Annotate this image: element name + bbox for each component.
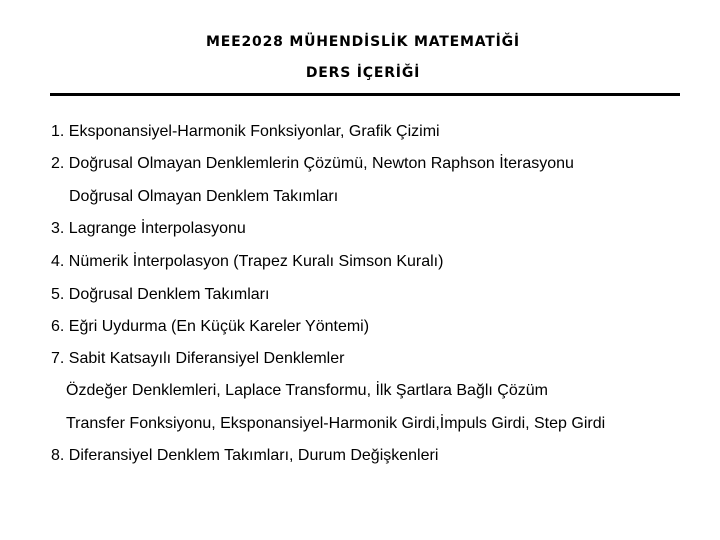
course-title: MEE2028 MÜHENDİSLİK MATEMATİĞİ <box>206 34 520 50</box>
content-line-4: 4. Nümerik İnterpolasyon (Trapez Kuralı Simson Kuralı) <box>51 253 444 270</box>
content-line-7: 7. Sabit Katsayılı Diferansiyel Denklemler <box>51 350 345 367</box>
header-divider <box>50 93 680 96</box>
content-line-2: 2. Doğrusal Olmayan Denklemlerin Çözümü, Newton Raphson İterasyonu <box>51 155 574 172</box>
content-line-1: 1. Eksponansiyel-Harmonik Fonksiyonlar, Grafik Çizimi <box>51 123 440 140</box>
content-line-7-sub-2: Transfer Fonksiyonu, Eksponansiyel-Harmonik Girdi,İmpuls Girdi, Step Girdi <box>66 415 606 432</box>
content-line-7-sub-1: Özdeğer Denklemleri, Laplace Transformu, İlk Şartlara Bağlı Çözüm <box>66 382 548 399</box>
content-line-2-sub: Doğrusal Olmayan Denklem Takımları <box>69 188 339 205</box>
section-title: DERS İÇERİĞİ <box>305 65 421 81</box>
content-line-3: 3. Lagrange İnterpolasyonu <box>51 220 246 237</box>
content-line-5: 5. Doğrusal Denklem Takımları <box>51 286 270 303</box>
content-line-8: 8. Diferansiyel Denklem Takımları, Durum Değişkenleri <box>51 447 439 464</box>
content-line-6: 6. Eğri Uydurma (En Küçük Kareler Yöntemi) <box>51 318 370 335</box>
